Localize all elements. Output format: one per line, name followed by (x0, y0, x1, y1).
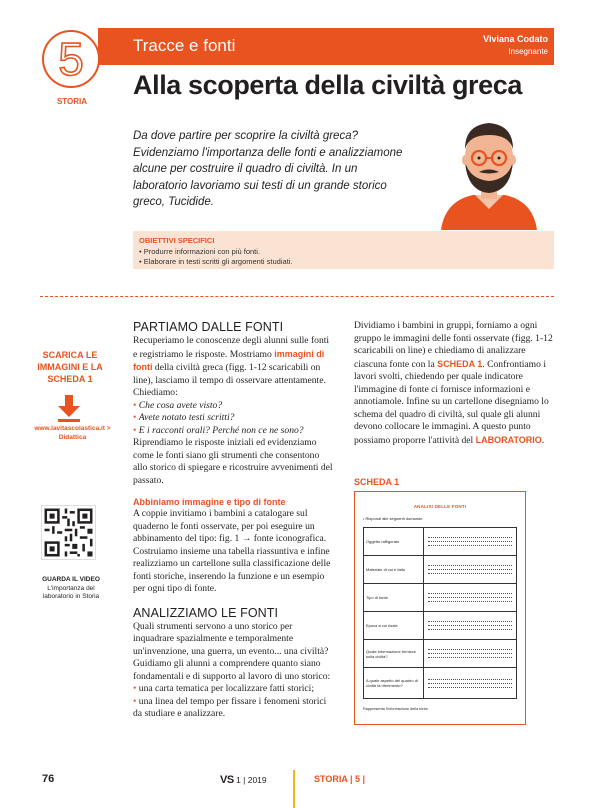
worksheet-instruction: • Rispondi alle seguenti domande. (363, 516, 424, 521)
table-row: Materiale di cui è fatto (364, 556, 516, 584)
worksheet-thumbnail (354, 491, 526, 725)
video-caption (36, 576, 106, 602)
worksheet-title: ANALISI DELLE FONTI (413, 504, 467, 509)
paragraph: Quali strumenti servono a uno storico per inquadrare spazialmente e temporalmente un'invenzione, una guerra, un evento... una civiltà? Guidiamo gli alunni a comprendere quanto siano fondamentali e di supporto al lavoro di uno storico: (133, 620, 331, 682)
author-role: Insegnante (508, 47, 548, 56)
magazine-logo: VS (220, 774, 234, 786)
list-item: • una linea del tempo per fissare i fenomeni storici da studiare e analizzare. (133, 695, 327, 719)
section-heading: PARTIAMO DALLE FONTI (133, 320, 284, 334)
table-row: Tipo di fonte (364, 584, 516, 612)
question-item: • Che cosa avete visto? (133, 399, 223, 411)
main-column-right (354, 320, 554, 447)
subheading: Abbiniamo immagine e tipo di fonte (133, 497, 286, 507)
magazine-issue: VS 1 | 2019 (220, 774, 267, 786)
worksheet-label: SCHEDA 1 (354, 477, 400, 487)
paragraph: Riprendiamo le risposte iniziali ed evidenziamo come le fonti siano gli strumenti che consentono allo storico di spiegare e ricostruire avvenimenti del passato. (133, 437, 333, 486)
question-item: • E i racconti orali? Perché non ce ne sono? (133, 424, 304, 436)
page-number: 76 (42, 773, 55, 785)
paragraph: A coppie invitiamo i bambini a catalogare sul quaderno le fonti osservate, per poi eseguire un abbinamento del tipo: fig. 1 → fonte iconografica. Costruiamo insieme una tabella riassuntiva e infine realizziamo un cartellone sulla classificazione delle fonti storiche, inserendo la funzione e un esempio per ogni tipo di fonte. (133, 508, 331, 594)
list-item: • una carta tematica per localizzare fatti storici; (133, 683, 315, 694)
objective-item: • Elaborare in testi scritti gli argomenti studiati. (139, 257, 293, 266)
author-portrait-illustration (421, 113, 557, 230)
table-row: Oggetto raffigurato (364, 528, 516, 556)
section-heading: ANALIZZIAMO LE FONTI (133, 605, 279, 620)
paragraph: Dividiamo i bambini in gruppi, forniamo a ogni gruppo le immagini delle fonti osservate (figg. 1-12 scaricabili on line) e chiediamo di analizzare ciascuna fonte con la SCHEDA 1. Confrontiamo i lavori svolti, chiedendo per quale indicatore l'immagine di fonte ci fornisce informazioni e annotiamole. Infine su un cartellone disegniamo lo schema del quadro di civiltà, sul quale gli alunni devono collocare le immagini. A questo punto possiamo proporre l'attività del LABORATORIO. (354, 320, 553, 446)
question-item: • Avete notato testi scritti? (133, 412, 235, 423)
author-block (483, 34, 548, 56)
table-row: A quale aspetto del quadro di civiltà fa riferimento? (364, 668, 516, 698)
objective-item: • Produrre informazioni con più fonti. (139, 247, 261, 256)
unit-number-badge (42, 30, 100, 88)
qr-code[interactable] (41, 505, 96, 560)
video-caption-text: L'importanza del laboratorio in Storia (42, 584, 100, 600)
author-name: Viviana Codato (483, 34, 548, 44)
website-link[interactable]: www.lavitascolastica.it > Didattica (34, 425, 111, 441)
unit-number: 5 (58, 33, 84, 85)
footer-subject: STORIA | 5 | (314, 774, 366, 784)
worksheet-footer: Rappresenta l'informazione della fonte. (363, 707, 429, 711)
worksheet-table (363, 527, 517, 699)
download-arrow-icon (56, 395, 82, 423)
section-title: Tracce e fonti (133, 36, 236, 55)
paragraph: Recuperiamo le conoscenze degli alunni sulle fonti e registriamo le risposte. Mostriamo immagini di fonti della civiltà greca (figg. 1-12 scaricabili on line), lasciamo il tempo di osservare attentamente. Chiediamo: (133, 335, 330, 398)
video-caption-title: GUARDA IL VIDEO (42, 576, 100, 583)
main-column-left (133, 320, 333, 721)
subject-tag: STORIA (56, 97, 88, 106)
download-callout: SCARICA LE IMMAGINI E LA SCHEDA 1 (37, 350, 103, 384)
objectives-title: OBIETTIVI SPECIFICI (139, 236, 215, 245)
table-row: Epoca a cui risale (364, 612, 516, 640)
footer-divider (293, 770, 295, 808)
intro-text: Da dove partire per scoprire la civiltà greca? Evidenziamo l'importanza delle fonti e analizziamone alcune per costruire il quadro di civiltà. In un laboratorio lavoriamo sui testi di un grande storico greco, Tucidide. (133, 130, 403, 208)
page-title: Alla scoperta della civiltà greca (133, 70, 522, 100)
table-row: Quale informazione fornisce sulla civiltà? (364, 640, 516, 668)
objectives-box (133, 231, 554, 269)
header-banner (98, 28, 554, 65)
section-divider (40, 296, 554, 297)
